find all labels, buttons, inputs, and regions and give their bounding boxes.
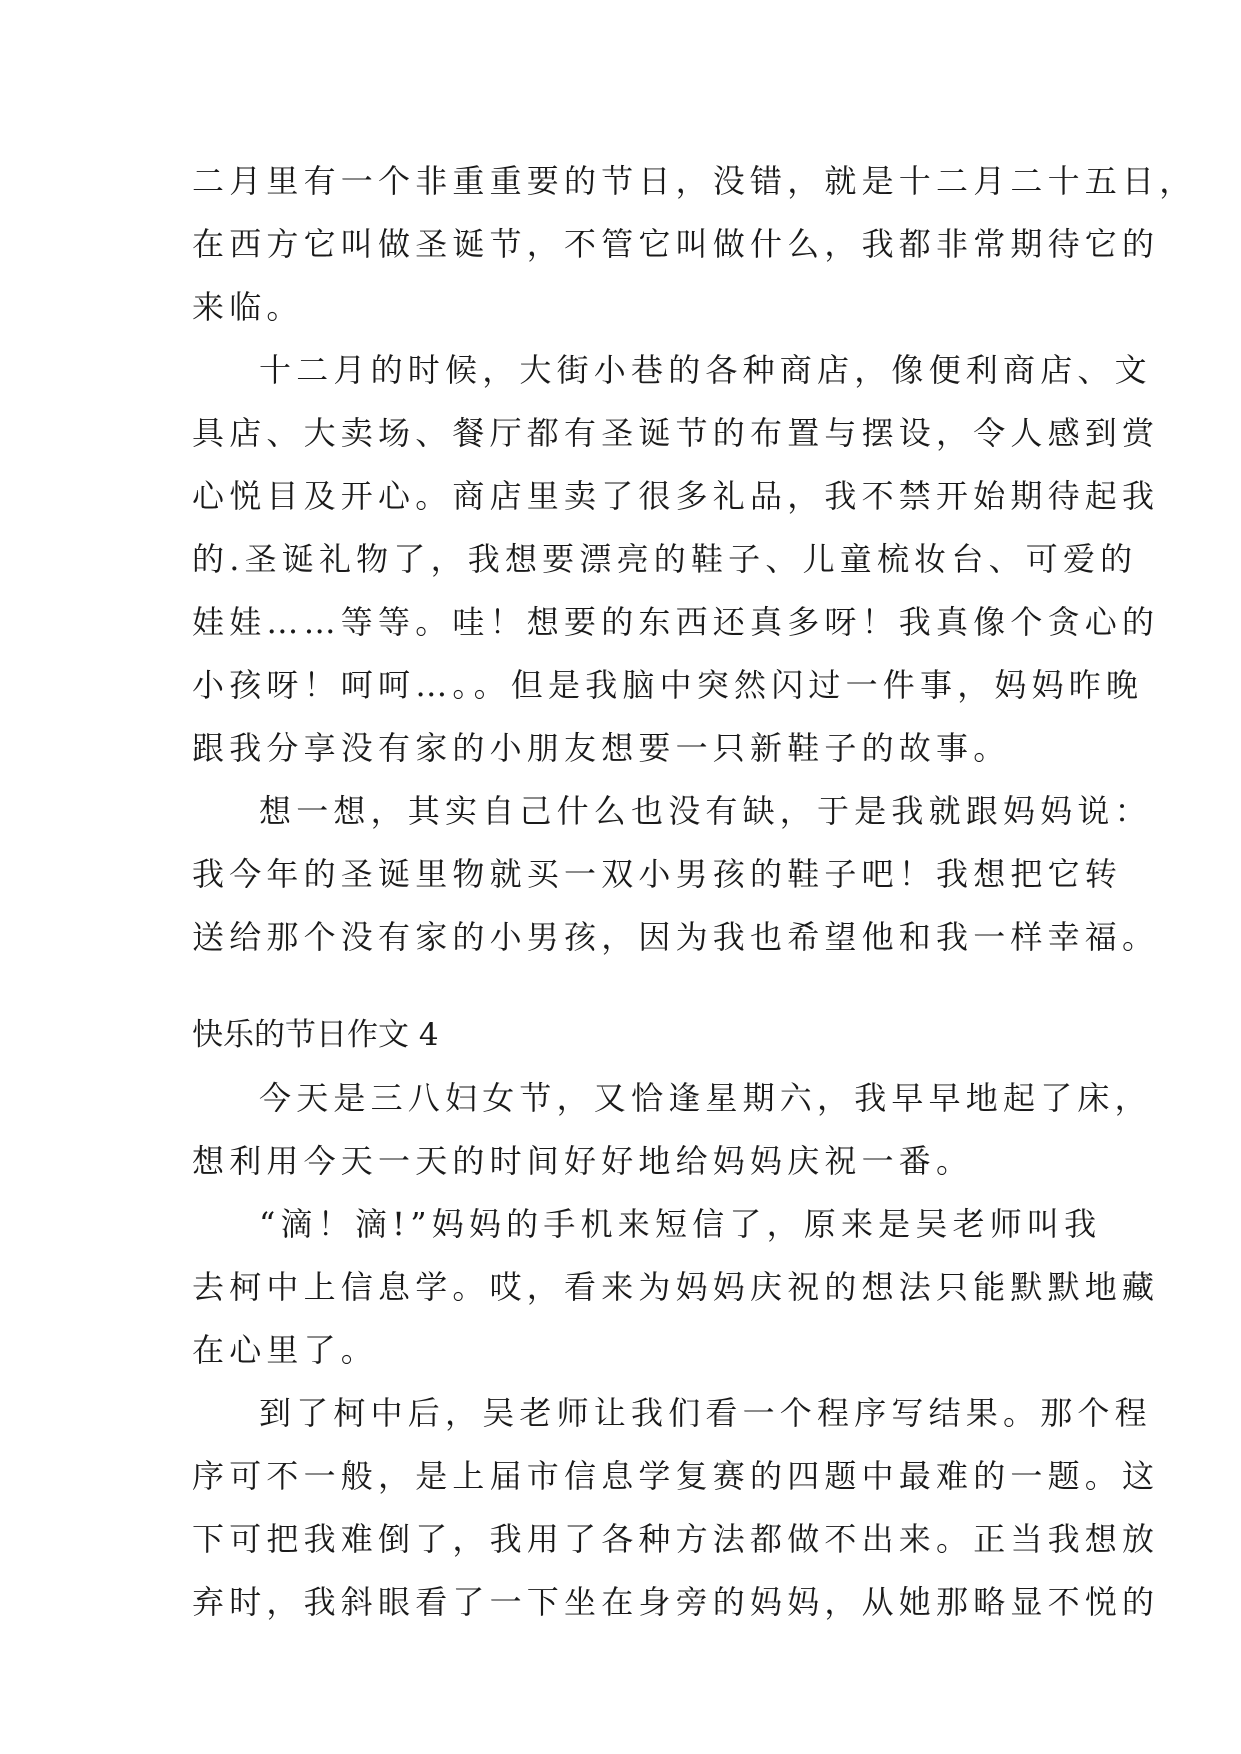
text-line: 具店、大卖场、餐厅都有圣诞节的布置与摆设，令人感到赏 [192, 414, 1160, 452]
section-title: 快乐的节日作文 4 [192, 1017, 439, 1053]
text-line: 我今年的圣诞里物就买一双小男孩的鞋子吧！我想把它转 [192, 855, 1123, 893]
text-line: 来临。 [192, 288, 304, 326]
text-line: 下可把我难倒了，我用了各种方法都做不出来。正当我想放 [192, 1520, 1160, 1558]
text-line: 送给那个没有家的小男孩，因为我也希望他和我一样幸福。 [192, 918, 1160, 956]
text-line: 小孩呀！呵呵…。。但是我脑中突然闪过一件事，妈妈昨晚 [192, 666, 1144, 704]
text-line: 在西方它叫做圣诞节，不管它叫做什么，我都非常期待它的 [192, 225, 1160, 263]
text-line: 到了柯中后，吴老师让我们看一个程序写结果。那个程 [259, 1394, 1152, 1432]
text-line: 十二月的时候，大街小巷的各种商店，像便利商店、文 [259, 351, 1152, 389]
text-line: 去柯中上信息学。哎，看来为妈妈庆祝的想法只能默默地藏 [192, 1268, 1160, 1306]
text-line: 在心里了。 [192, 1331, 379, 1369]
text-line: 二月里有一个非重重要的节日，没错，就是十二月二十五日， [192, 162, 1197, 200]
text-line: 今天是三八妇女节，又恰逢星期六，我早早地起了床， [259, 1079, 1152, 1117]
text-line: 弃时，我斜眼看了一下坐在身旁的妈妈，从她那略显不悦的 [192, 1583, 1160, 1621]
text-line: 跟我分享没有家的小朋友想要一只新鞋子的故事。 [192, 729, 1011, 767]
text-line: 娃娃……等等。哇！想要的东西还真多呀！我真像个贪心的 [192, 603, 1160, 641]
text-line: 想利用今天一天的时间好好地给妈妈庆祝一番。 [192, 1142, 974, 1180]
text-line: 序可不一般，是上届市信息学复赛的四题中最难的一题。这 [192, 1457, 1160, 1495]
text-line: 的.圣诞礼物了，我想要漂亮的鞋子、儿童梳妆台、可爱的 [192, 540, 1138, 578]
text-line: “滴！滴!”妈妈的手机来短信了，原来是吴老师叫我 [259, 1205, 1102, 1243]
text-line: 心悦目及开心。商店里卖了很多礼品，我不禁开始期待起我 [192, 477, 1160, 515]
text-line: 想一想，其实自己什么也没有缺，于是我就跟妈妈说： [259, 792, 1152, 830]
